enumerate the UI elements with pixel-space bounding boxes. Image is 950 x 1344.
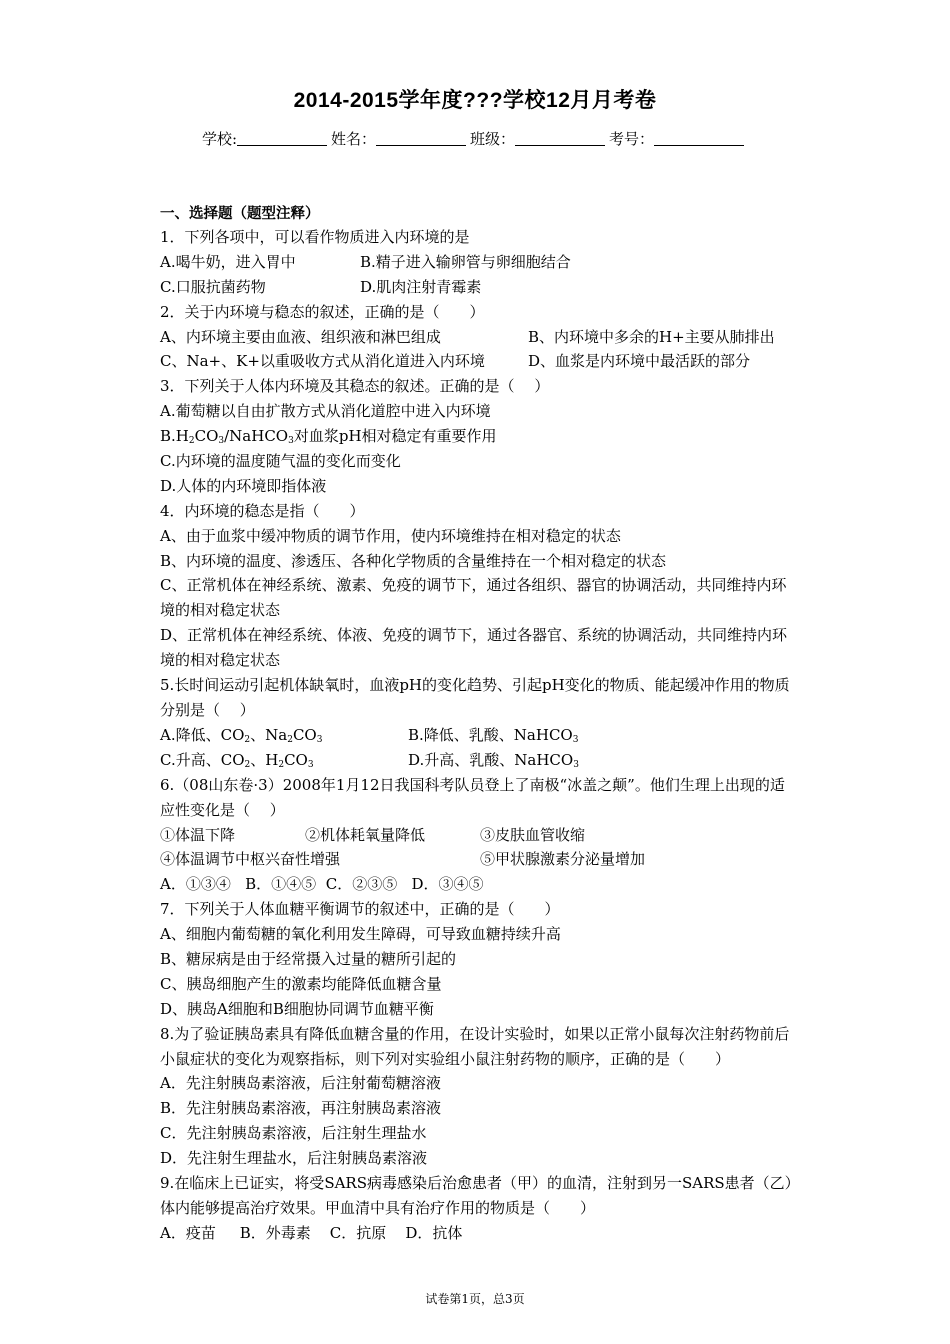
question-stem: 6.（08山东卷·3）2008年1月12日我国科考队员登上了南极“冰盖之颠”。他们生理上出现的适应性变化是（ ） [160,775,785,819]
option-b: B、内环境的温度、渗透压、各种化学物质的含量维持在一个相对稳定的状态 [160,551,667,570]
option-d: D．③④⑤ [411,875,484,894]
option-c: C．先注射胰岛素溶液，后注射生理盐水 [160,1124,427,1143]
formula-part: B.H [160,427,189,446]
class-label: 班级： [470,130,516,148]
option-b: B.降低、乳酸、NaHCO$_3$ [408,725,579,745]
option-a: A.喝牛奶，进入胃中 [160,252,296,271]
student-info-line [0,128,950,149]
option-d: D.肌肉注射青霉素 [360,277,482,296]
option-a: A、细胞内葡萄糖的氧化利用发生障碍，可导致血糖持续升高 [160,925,561,944]
school-field [202,128,331,149]
question-stem: 8.为了验证胰岛素具有降低血糖含量的作用，在设计实验时，如果以正常小鼠每次注射药物前后小鼠症状的变化为观察指标，则下列对实验组小鼠注射药物的顺序，正确的是（ ） [160,1024,790,1068]
option-row [160,275,795,300]
option-b: B、内环境中多余的H+主要从肺排出 [528,327,775,346]
option-c: C.升高、$CO_2$、$H_2CO_3$ [160,750,314,770]
class-field [470,128,609,149]
option-b: B．外毒素 [239,1223,311,1242]
option-a: A.降低、$CO_2$、$Na_2CO_3$ [160,725,323,745]
option-b: B．先注射胰岛素溶液，再注射胰岛素溶液 [160,1099,442,1118]
option-b: B.精子进入输卵管与卵细胞结合 [360,252,571,271]
class-blank [515,131,605,146]
option-c: C.内环境的温度随气温的变化而变化 [160,452,401,471]
question-stem: 1．下列各项中，可以看作物质进入内环境的是 [160,228,470,246]
statement-2: ②机体耗氧量降低 [305,825,426,844]
option-row [160,325,795,350]
exam-no-blank [654,131,744,146]
option-b: B．①④⑤ [245,875,317,894]
option-d: D、正常机体在神经系统、体液、免疫的调节下，通过各器官、系统的协调活动，共同维持内环境的相对稳定状态 [160,626,788,670]
option-row [160,723,795,748]
option-row [160,748,795,773]
question-stem: 9.在临床上已证实，将受SARS病毒感染后治愈患者（甲）的血清，注射到另一SARS患者（乙）体内能够提高治疗效果。甲血清中具有治疗作用的物质是（ ） [160,1174,793,1217]
statement-3: ③皮肤血管收缩 [480,825,586,844]
exam-no-label: 考号： [609,130,655,148]
option-a: A、内环境主要由血液、组织液和淋巴组成 [160,327,441,346]
option-c: C．②③⑤ [325,875,398,894]
option-a: A.葡萄糖以自由扩散方式从消化道腔中进入内环境 [160,402,491,421]
option-text: 对血浆pH相对稳定有重要作用 [293,427,497,446]
formula-subscript: 2 [188,436,195,447]
option-c: C．抗原 [329,1223,387,1242]
exam-no-field [609,128,748,149]
option-a: A．先注射胰岛素溶液，后注射葡萄糖溶液 [160,1074,441,1093]
exam-title: 2014-2015学年度???学校12月月考卷 [293,89,657,112]
name-label: 姓名： [331,130,377,148]
option-d: D．抗体 [405,1223,463,1242]
option-a: A、由于血浆中缓冲物质的调节作用，使内环境维持在相对稳定的状态 [160,526,621,545]
statement-5: ⑤甲状腺激素分泌量增加 [480,850,646,869]
option-row [160,250,795,275]
option-d: D.升高、乳酸、NaHCO$_3$ [408,750,579,770]
option-a: A．疫苗 [160,1223,216,1242]
option-c: C、胰岛细胞产生的激素均能降低血糖含量 [160,974,442,993]
option-b: B、糖尿病是由于经常摄入过量的糖所引起的 [160,949,457,968]
statement-row [160,847,795,872]
option-row [160,349,795,374]
option-c: C、Na+、K+以重吸收方式从消化道进入内环境 [160,352,485,371]
option-row [160,1221,795,1246]
school-blank [237,131,327,146]
formula-subscript: 3 [288,436,294,447]
formula-part: /NaHCO [224,427,289,446]
question-stem: 4．内环境的稳态是指（ ） [160,501,365,520]
option-d: D．先注射生理盐水，后注射胰岛素溶液 [160,1149,428,1168]
option-b [160,424,795,449]
option-d: D、胰岛A细胞和B细胞协同调节血糖平衡 [160,999,434,1018]
question-stem: 7．下列关于人体血糖平衡调节的叙述中，正确的是（ ） [160,900,560,919]
name-blank [376,131,466,146]
question-list [160,225,795,1246]
statement-row [160,823,795,848]
school-label: 学校: [201,130,237,148]
option-d: D、血浆是内环境中最活跃的部分 [528,352,751,371]
option-c: C、正常机体在神经系统、激素、免疫的调节下，通过各组织、器官的协调活动，共同维持内环境的相对稳定状态 [160,576,787,620]
option-d: D.人体的内环境即指体液 [160,476,327,495]
formula-part: CO [194,427,219,446]
statement-4: ④体温调节中枢兴奋性增强 [160,850,341,869]
page-footer: 试卷第1页，总3页 [425,1292,525,1306]
option-a: A．①③④ [160,875,231,894]
option-c: C.口服抗菌药物 [160,277,266,296]
statement-1: ①体温下降 [160,825,236,844]
question-stem: 5.长时间运动引起机体缺氧时，血液pH的变化趋势、引起pH变化的物质、能起缓冲作用的物质分别是（ ） [160,676,790,719]
question-stem: 3．下列关于人体内环境及其稳态的叙述。正确的是（ ） [160,377,550,396]
name-field [331,128,470,149]
question-stem: 2．关于内环境与稳态的叙述，正确的是（ ） [160,302,485,321]
formula-subscript: 3 [218,436,225,447]
option-row [160,872,795,897]
section-heading: 一、选择题（题型注释） [160,206,320,222]
